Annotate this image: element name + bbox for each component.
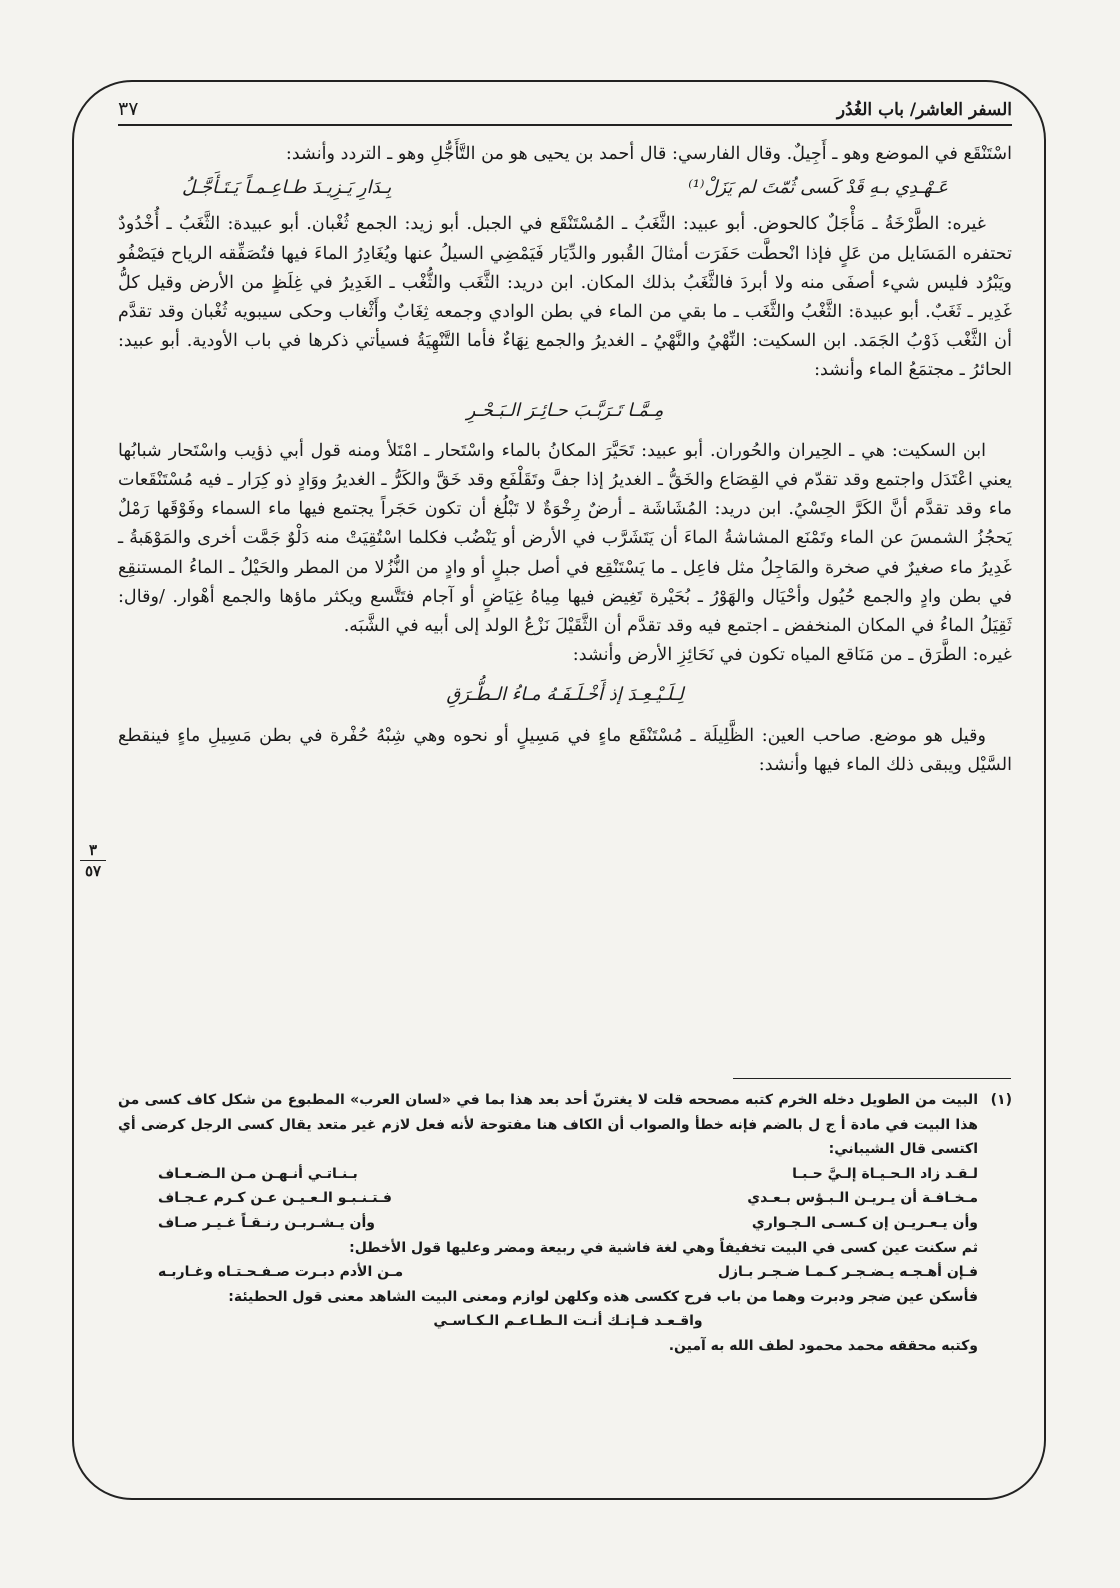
verse-text: مِـمَّـا تَـرَبَّـبَ حـائِـرَ الـبَـحْـرِ — [466, 399, 664, 421]
page-number: ٣٧ — [118, 98, 139, 120]
verse-hemistich-second: وأن يـشـربـن رنـقـاً غـيـر صـاف — [158, 1214, 375, 1231]
paragraph: وقيل هو موضع. صاحب العين: الظَّلِيلَة ـ مُسْتَنْقَع ماءٍ في مَسِيلٍ أو نحوه وهي شِبْهُ حُفْرة في بطن مَسِيلِ ماءٍ فينقطع السَّيْل ويبقى ذلك الماء فيها وأنشد: — [118, 725, 1012, 775]
footnote-verse — [118, 1309, 978, 1334]
verse-hemistich-second: مـن الأدم دبـرت صـفـحـتـاه وغـاربـه — [158, 1264, 404, 1281]
footnote-text: البيت من الطويل دخله الخرم كتبه مصححه قلت لا يغترنّ أحد بعد هذا بما في «لسان العرب» المطبوع من شكل كاف كسى من هذا البيت في مادة أ ج ل بالضم فإنه خطأ والصواب أن الكاف هنا مفتوحة لأنه فعل لازم غير متعد يقال كسى الرجل كرضى أي اكتسى قال الشيباني: — [118, 1092, 978, 1158]
margin-reference-bottom: ٥٧ — [84, 862, 102, 880]
verse-hemistich-first: لـقـد زاد الـحـيـاة إلـيَّ حـبـا — [792, 1165, 978, 1182]
footnote-verse — [118, 1162, 978, 1187]
verse-line — [118, 169, 1012, 210]
footnote-text: فأسكن عين ضجر ودبرت وهما من باب فرح ككسى هذه وكلهن لوازم ومعنى البيت الشاهد معنى قول الحطيئة: — [228, 1288, 978, 1305]
verse-line — [118, 670, 1012, 721]
paragraph: اسْتَنْقَع في الموضع وهو ـ أَجِيلٌ. وقال الفارسي: قال أحمد بن يحيى هو من التَّأَجُّلِ وهو ـ التردد وأنشد: — [285, 144, 1012, 164]
footnote-number: (١) — [990, 1092, 1012, 1108]
footnote — [118, 1088, 1012, 1359]
page-header — [118, 92, 1012, 126]
verse-hemistich-first: فـإن أهـجـه يـضـجـر كـمـا ضـجـر بـازل — [717, 1264, 978, 1281]
footnotes — [118, 1088, 1012, 1359]
verse-hemistich-second: بِـدَارِ يَـزِيـدَ طـاعِـمـاً يَـتَـأَجَّـلُ — [182, 177, 392, 199]
footnote-signature: وكتبه محققه محمد محمود لطف الله به آمين. — [668, 1337, 978, 1354]
verse-hemistich-first: وأن يـعـريـن إن كـسـى الـجـواري — [751, 1214, 978, 1231]
footnote-verse — [118, 1186, 978, 1211]
paragraph: ابن السكيت: هي ـ الحِيران والحُوران. أبو عبيد: تَحَيَّرَ المكانُ بالماء واسْتَحار ـ امْتَلأ ومنه قول أبي ذؤيب واسْتَحار شبابُها يعني اعْتَدَل واجتمع وقد تقدّم في القِصَاع والخَقُّ ـ الغديرُ إذا جفَّ وتَقَلْفَع وقد خَقَّ والكَرُّ ـ الغديرُ ووَادٍ ذو كِرَار ـ فيه مُسْتَنْقَعات ماء وقد تقدَّم أنَّ الكَرَّ الحِسْيُ. ابن دريد: المُشَاشَة ـ أرضٌ رِخْوَةٌ لا تَبْلُغ أن تكون حَجَراً يجتمع فيها ماء السماء وفَوْقَها رَمْلٌ يَحجُزُ الشمسَ عن الماء وتَمْنَع المشاشةُ الماءَ أن يَتَشَرَّب في الأرض أو يَنْضُب فكلما اسْتُقِيَتْ منه دَلْوٌ جَمَّت أخرى والمَوْهَبةُ ـ غَدِيرُ ماء صغيرٌ في صخرة والمَاجِلُ مثل فاعِل ـ ما يَسْتَنْقِع في أصل جبلٍ أو وادٍ من النُّزُلا من المطر والحَيْلُ ـ الماءُ المستنقِع في بطن وادٍ والجمع حُيُول وأحْيَال والهَوْرُ ـ بُحَيْرة تَغِيض فيها مِياهُ غِيَاضٍ أو آجام فتَتَّسع ويكثر ماؤها والجمع أهْوار. /وقال: ثَقِيَلُ الماءُ في المكان المنخفض ـ اجتمع فيه وقد تقدَّم أن الثَّقَيْلَ نَزْعُ الولد إلى أبيه في الشَّبَه. — [118, 440, 1012, 637]
verse-text: واقـعـد فـإنـك أنـت الـطـاعـم الـكـاسـي — [433, 1313, 703, 1330]
main-text — [118, 140, 1012, 780]
verse-text: لِـلَـيْـعِـدَ إذ أَخْـلَـفَـهُ مـاءُ الـطُّـرَقِ — [446, 684, 684, 706]
verse-hemistich-first: عَـهْـدِي بـهِ قَدْ كَسى ثُمّتَ لم يَزَلْ⁽¹⁾ — [688, 177, 948, 199]
paragraph: غيره: الطَّرْخَةُ ـ مَأْجَلٌ كالحوض. أبو عبيد: الثَّغَبُ ـ المُسْتَنْقَع في الجبل. أبو زيد: الجمع ثُغْبان. أبو عبيدة: الثَّغَبُ ـ أُخْدُودٌ تحتفره المَسَايل من عَلٍ فإذا انْحطَّت حَفَرَت أمثالَ القُبور والدِّيَار فَيَمْضِي السيلُ عنها ويُغَادِرُ الماءَ فيها فتُصَفِّقه الرياح فيَصْفُو ويَبْرُد فليس شيء أصفَى منه ولا أبردَ فالثَّغَبُ بذلك المكان. ابن دريد: الثَّغَب والثُّغْب ـ الغَدِيرُ في غِلَظٍ من الأرض وقيل كلُّ غَدِير ـ ثَغَبٌ. أبو عبيدة: الثَّغْبُ والثَّغَب ـ ما بقي من الماء في بطن الوادي وجمعه ثِغَابٌ وأَثْغاب وحكى سيبويه ثُغْبان وقد تقدَّم أن الثَّغْب ذَوْبُ الجَمَد. ابن السكيت: النِّهْيُ والنَّهْيُ ـ الغديرُ والجمع نِهَاءٌ فأما التَّنْهِيَةُ فسيأتي ذكرها في باب الأودية. أبو عبيد: الحائرُ ـ مجتمَعُ الماء وأنشد: — [118, 214, 1012, 381]
verse-line — [118, 386, 1012, 437]
footnote-verse — [118, 1211, 978, 1236]
verse-hemistich-second: فـتـنـبـو الـعـيـن عـن كـرم عـجـاف — [158, 1190, 392, 1207]
running-title: السفر العاشر/ باب الغُدُر — [836, 100, 1012, 120]
margin-reference-top: ٣ — [88, 841, 98, 859]
verse-hemistich-first: مـخـافـة أن يـريـن الـبـؤس بـعـدي — [747, 1190, 978, 1207]
margin-page-reference — [76, 842, 110, 879]
margin-reference-divider — [80, 860, 106, 861]
verse-hemistich-second: بـنـاتـي أنـهـن مـن الـضـعـاف — [158, 1165, 358, 1182]
footnote-body — [118, 1088, 978, 1359]
footnote-verse — [118, 1260, 978, 1285]
paragraph: غيره: الطَّرَق ـ من مَنَاقع المياه تكون في نَحَائِزِ الأرض وأنشد: — [572, 645, 1012, 666]
footnote-text: ثم سكنت عين كسى في البيت تخفيفاً وهي لغة فاشية في ربيعة ومضر وعليها قول الأخطل: — [349, 1239, 978, 1256]
footnote-separator — [733, 1078, 1011, 1079]
